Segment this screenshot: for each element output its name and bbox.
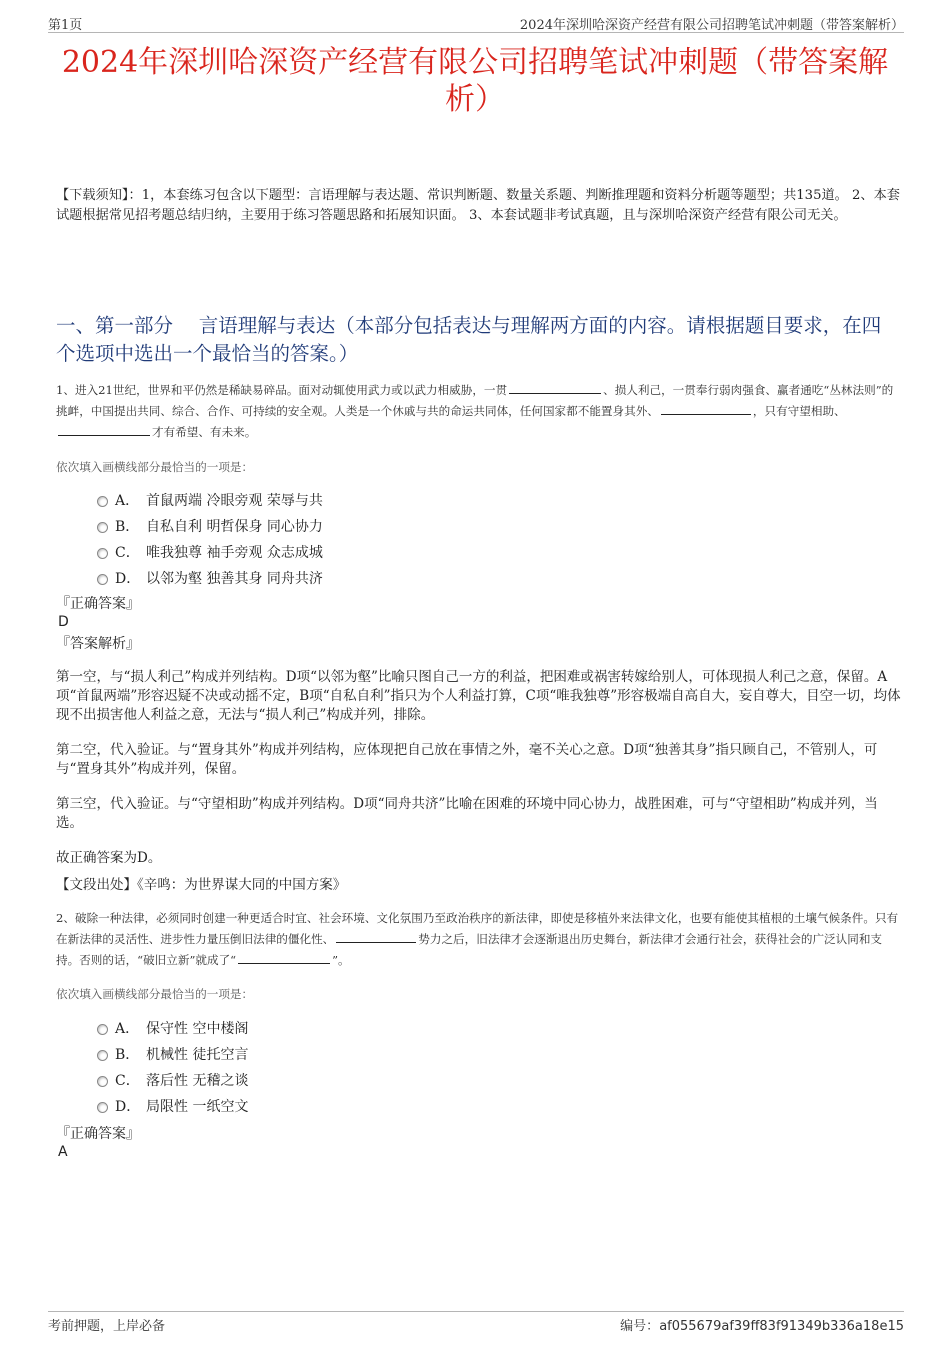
option-text: 机械性 徒托空言 [146,1047,249,1063]
q1-stem-part: 、损人利己，一贯奉行弱肉强食、赢者通吃“丛林法则”的挑衅，中国提出共同、综合、合作、可持续的安全观。人类是一个休戚与共的命运共同体，任何国家都不能置身其外、 [56,383,894,418]
footer-slogan: 考前押题，上岸必备 [48,1319,166,1334]
question-1-prompt: 依次填入画横线部分最恰当的一项是： [56,460,254,474]
option-letter: D． [115,1099,141,1115]
radio-icon[interactable] [97,1076,108,1087]
option-c[interactable] [56,541,904,567]
q1-stem-part: 才有希望、有未来。 [152,425,257,439]
download-notice: 【下载须知】：1，本套练习包含以下题型：言语理解与表达题、常识判断题、数量关系题、判断推理题和资料分析题等题型；共135道。 2、本套试题根据常见招考题总结归纳，主要用于练习答题思路和拓展知识面。 3、本套试题非考试真题，且与深圳哈深资产经营有限公司无关。 [56,188,900,223]
correct-answer-label: 『正确答案』 [56,1126,140,1142]
page-footer [48,1311,904,1336]
radio-icon[interactable] [97,1024,108,1035]
section-title: 一、第一部分 言语理解与表达（本部分包括表达与理解两方面的内容。请根据题目要求，在四个选项中选出一个最恰当的答案。） [56,314,882,365]
radio-icon[interactable] [97,548,108,559]
option-text: 首鼠两端 冷眼旁观 荣辱与共 [146,493,323,509]
radio-icon[interactable] [97,1102,108,1113]
source-citation: 【文段出处】《辛鸣：为世界谋大同的中国方案》 [56,877,347,893]
option-text: 以邻为壑 独善其身 同舟共济 [146,571,323,587]
code-value: af055679af39ff83f91349b336a18e15 [659,1319,904,1334]
q2-stem-part: ”。 [332,953,350,967]
radio-icon[interactable] [97,496,108,507]
analysis-paragraph: 第三空，代入验证。与“守望相助”构成并列结构。D项“同舟共济”比喻在困难的环境中同心协力，战胜困难，可与“守望相助”构成并列，当选。 [56,796,878,831]
option-text: 唯我独尊 袖手旁观 众志成城 [146,545,323,561]
document-code [620,1315,904,1334]
question-1-options [56,489,904,593]
option-text: 自私自利 明哲保身 同心协力 [146,519,323,535]
radio-icon[interactable] [97,1050,108,1061]
option-d[interactable] [56,1095,904,1121]
option-a[interactable] [56,489,904,515]
option-b[interactable] [56,515,904,541]
blank-line [336,930,416,943]
option-letter: C． [115,1073,140,1089]
option-a[interactable] [56,1017,904,1043]
blank-line [509,381,601,394]
q1-stem-part: 1、进入21世纪，世界和平仍然是稀缺易碎品。面对动辄使用武力或以武力相威胁，一贯 [56,383,508,397]
radio-icon[interactable] [97,574,108,585]
blank-line [58,423,150,436]
radio-icon[interactable] [97,522,108,533]
page-header [48,12,904,33]
header-doc-title: 2024年深圳哈深资产经营有限公司招聘笔试冲刺题（带答案解析） [519,18,904,33]
option-text: 落后性 无稽之谈 [146,1073,249,1089]
option-c[interactable] [56,1069,904,1095]
question-2-prompt: 依次填入画横线部分最恰当的一项是： [56,987,254,1001]
question-2-options [56,1017,904,1121]
question-1-stem [56,380,904,443]
question-2-stem [56,908,904,971]
option-letter: B． [115,519,140,535]
option-text: 局限性 一纸空文 [146,1099,249,1115]
option-letter: D． [115,571,141,587]
blank-line [661,402,751,415]
option-b[interactable] [56,1043,904,1069]
blank-line [238,951,330,964]
option-text: 保守性 空中楼阁 [146,1021,249,1037]
code-label: 编号： [620,1319,660,1334]
correct-answer: D [58,614,69,630]
analysis-conclusion: 故正确答案为D。 [56,850,162,866]
q1-stem-part: ，只有守望相助、 [752,404,846,418]
option-letter: A． [115,1021,140,1037]
page-number: 第1页 [48,18,83,33]
correct-answer: A [58,1144,68,1160]
analysis-paragraph: 第一空，与“损人利己”构成并列结构。D项“以邻为壑”比喻只图自己一方的利益，把困难或祸害转嫁给别人，可体现损人利己之意，保留。A项“首鼠两端”形容迟疑不决或动摇不定，B项“自私自利”指只为个人利益打算，C项“唯我独尊”形容极端自高自大，妄自尊大，目空一切，均体现不出损害他人利益之意，无法与“损人利己”构成并列，排除。 [56,669,901,723]
option-d[interactable] [56,567,904,593]
analysis-paragraph: 第二空，代入验证。与“置身其外”构成并列结构，应体现把自己放在事情之外，毫不关心之意。D项“独善其身”指只顾自己，不管别人，可与“置身其外”构成并列，保留。 [56,742,878,777]
analysis-label: 『答案解析』 [56,636,140,652]
document-title: 2024年深圳哈深资产经营有限公司招聘笔试冲刺题（带答案解析） [61,45,889,117]
q2-stem-part: 势力之后，旧法律才会逐渐退出历史舞台，新法律才会通行社会，获得社会的广泛认同和支持。否则的话，“破旧立新”就成了“ [56,932,883,967]
analysis-body [56,668,904,868]
option-letter: A． [115,493,140,509]
correct-answer-label: 『正确答案』 [56,596,140,612]
q2-stem-part: 2、破除一种法律，必须同时创建一种更适合时宜、社会环境、文化氛围乃至政治秩序的新法律，即使是移植外来法律文化，也要有能使其植根的土壤气候条件。只有在新法律的灵活性、进步性力量压倒旧法律的僵化性、 [56,911,899,946]
option-letter: B． [115,1047,140,1063]
option-letter: C． [115,545,140,561]
